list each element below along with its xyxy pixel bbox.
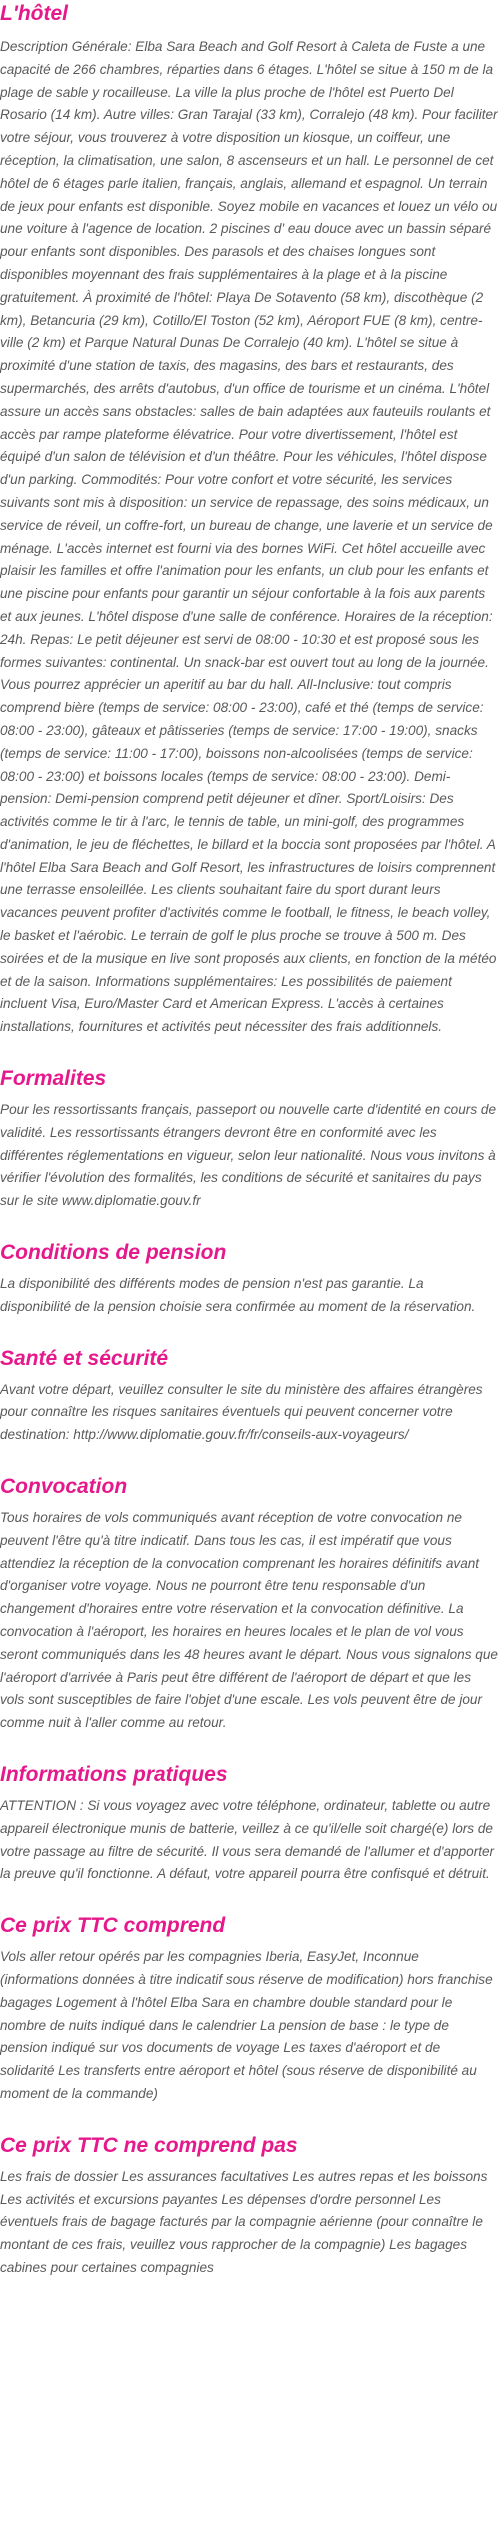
section-text-conditions-pension: La disponibilité des différents modes de pension n'est pas garantie. La disponibilité de la pension choisie sera confirmée au moment de la réservation.: [0, 1276, 476, 1314]
section-hotel: [0, 0, 500, 1039]
section-title-informations-pratiques: Informations pratiques: [0, 1763, 228, 1786]
section-text-prix-ne-comprend: Les frais de dossier Les assurances facultatives Les autres repas et les boissons Les activités et excursions payantes Les dépenses d'ordre personnel Les éventuels frais de bagage facturés par la compagnie aérienne (pour connaître le montant de ces frais, veuillez vous rapprocher de la compagnie) Les bagages cabines pour certaines compagnies: [0, 2168, 488, 2275]
section-formalites: [0, 1065, 500, 1213]
section-text-formalites: Pour les ressortissants français, passeport ou nouvelle carte d'identité en cours de validité. Les ressortissants étrangers devront être en conformité avec les différentes réglementations en vigueur, selon leur nationalité. Nous vous invitons à vérifier l'évolution des formalités, les conditions de sécurité et sanitaires du pays sur le site www.diplomatie.gouv.fr: [0, 1102, 497, 1209]
section-prix-comprend: [0, 1912, 500, 2106]
section-title-conditions-pension: Conditions de pension: [0, 1241, 227, 1265]
section-text-sante-securite: Avant votre départ, veuillez consulter le site du ministère des affaires étrangères pour connaître les risques sanitaires éventuels qui peuvent concerner votre destination: http://www.diplomatie.gouv.fr/fr/conseils-aux-voyageurs/: [0, 1381, 483, 1443]
section-convocation: [0, 1473, 500, 1735]
section-sante-securite: [0, 1345, 500, 1447]
section-text-convocation: Tous horaires de vols communiqués avant réception de votre convocation ne peuvent l'être qu'à titre indicatif. Dans tous les cas, il est impératif que vous attendiez la réception de la convocation comprenant les horaires définitifs avant d'organiser votre voyage. Nous ne pourront être tenu responsable d'un changement d'horaires entre votre réservation et la convocation définitive. La convocation à l'aéroport, les horaires en heures locales et le plan de vol vous seront communiqués dans les 48 heures avant le départ. Nous vous signalons que l'aéroport d'arrivée à Paris peut être différent de l'aéroport de départ et que les vols sont susceptibles de faire l'objet d'une escale. Les vols peuvent être de jour comme nuit à l'aller comme au retour.: [0, 1510, 498, 1731]
section-title-convocation: Convocation: [0, 1475, 128, 1499]
section-title-prix-comprend: Ce prix TTC comprend: [0, 1914, 226, 1938]
section-prix-ne-comprend: [0, 2132, 500, 2280]
section-informations-pratiques: [0, 1761, 500, 1886]
section-text-informations-pratiques: ATTENTION : Si vous voyagez avec votre téléphone, ordinateur, tablette ou autre appareil électronique munis de batterie, veillez à ce qu'il/elle soit chargé(e) lors de votre passage au filtre de sécurité. Il vous sera demandé de l'allumer et d'apporter la preuve qu'il fonctionne. A défaut, votre appareil pourra être confisqué et détruit.: [0, 1798, 495, 1882]
section-title-formalites: Formalites: [0, 1067, 107, 1091]
section-title-prix-ne-comprend: Ce prix TTC ne comprend pas: [0, 2133, 298, 2157]
section-conditions-pension: [0, 1239, 500, 1319]
section-text-prix-comprend: Vols aller retour opérés par les compagnies Iberia, EasyJet, Inconnue (informations données à titre indicatif sous réserve de modification) hors franchise bagages Logement à l'hôtel Elba Sara en chambre double standard pour le nombre de nuits indiqué dans le calendrier La pension de base : le type de pension indiqué sur vos documents de voyage Les taxes d'aéroport et de solidarité Les transferts entre aéroport et hôtel (sous réserve de disponibilité au moment de la commande): [0, 1949, 493, 2101]
section-title-sante-securite: Santé et sécurité: [0, 1346, 169, 1370]
section-text-hotel: Description Générale: Elba Sara Beach and Golf Resort à Caleta de Fuste a une capacité de 266 chambres, réparties dans 6 étages. L'hôtel se situe à 150 m de la plage de sable y rocailleuse. La ville la plus proche de l'hôtel est Puerto Del Rosario (14 km). Autre villes: Gran Tarajal (33 km), Corralejo (48 km). Pour faciliter votre séjour, vous trouverez à votre disposition un kiosque, un coiffeur, une réception, la climatisation, une salon, 8 ascenseurs et un hall. Le personnel de cet hôtel de 6 étages parle italien, français, anglais, allemand et espagnol. Un terrain de jeux pour enfants est disponible. Soyez mobile en vacances et louez un vélo ou une voiture à l'agence de location. 2 piscines d' eau douce avec un bassin séparé pour enfants sont disponibles. Des parasols et des chaises longues sont disponibles moyennant des frais supplémentaires à la plage et à la piscine gratuitement. À proximité de l'hôtel: Playa De Sotavento (58 km), discothèque (2 km), Betancuria (29 km), Cotillo/El Toston (52 km), Aéroport FUE (8 km), centre-ville (2 km) et Parque Natural Dunas De Corralejo (40 km). L'hôtel se situe à proximité d'une station de taxis, des magasins, des bars et restaurants, des supermarchés, des arrêts d'autobus, d'un office de tourisme et un cinéma. L'hôtel assure un accès sans obstacles: salles de bain adaptées aux fauteuils roulants et accès par rampe plateforme élévatrice. Pour votre divertissement, l'hôtel est équipé d'un salon de télévision et d'un théâtre. Pour les véhicules, l'hôtel dispose d'un parking. Commodités: Pour votre confort et votre sécurité, les services suivants sont mis à disposition: un service de repassage, des soins médicaux, un service de réveil, un coffre-fort, un bureau de change, une laverie et un service de ménage. L'accès internet est fourni via des bornes WiFi. Cet hôtel accueille avec plaisir les familles et offre l'animation pour les enfants, un club pour les enfants et une piscine pour enfants pour garantir un séjour confortable à la fois aux parents et aux jeunes. L'hôtel dispose d'une salle de conférence. Horaires de la réception: 24h. Repas: Le petit déjeuner est servi de 08:00 - 10:30 et est proposé sous les formes suivantes: continental. Un snack-bar est ouvert tout au long de la journée. Vous pourrez apprécier un aperitif au bar du hall. All-Inclusive: tout compris comprend bière (temps de service: 08:00 - 23:00), café et thé (temps de service: 08:00 - 23:00), gâteaux et pâtisseries (temps de service: 17:00 - 19:00), snacks (temps de service: 11:00 - 17:00), boissons non-alcoolisées (temps de service: 08:00 - 23:00) et boissons locales (temps de service: 08:00 - 23:00). Demi-pension: Demi-pension comprend petit déjeuner et dîner. Sport/Loisirs: Des activités comme le tir à l'arc, le tennis de table, un mini-golf, des programmes d'animation, le jeu de fléchettes, le billard et la boccia sont proposées par l'hôtel. A l'hôtel Elba Sara Beach and Golf Resort, les infrastructures de loisirs comprennent une terrasse ensoleillée. Les clients souhaitant faire du sport durant leurs vacances peuvent profiter d'activités comme le football, le fitness, le beach volley, le basket et l'aérobic. Le terrain de golf le plus proche se trouve à 500 m. Des soirées et de la musique en live sont proposés aux clients, en fonction de la météo et de la saison. Informations supplémentaires: Les possibilités de paiement incluent Visa, Euro/Master Card et American Express. L'accès à certaines installations, fournitures et activités peut nécessiter des frais additionnels.: [0, 39, 498, 1035]
section-title-hotel: L'hôtel: [0, 2, 68, 25]
